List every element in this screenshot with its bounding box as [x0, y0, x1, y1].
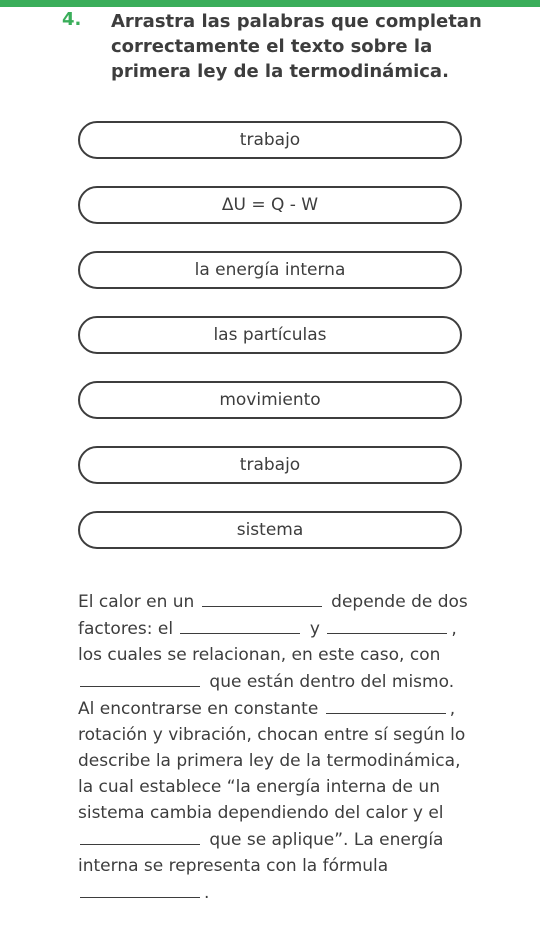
fill-in-paragraph — [78, 588, 470, 906]
drop-blank-6[interactable] — [80, 826, 200, 845]
drop-blank-7[interactable] — [80, 879, 200, 898]
text-segment: que se aplique”. La energía interna se representa con la fórmula — [78, 830, 444, 876]
question-number: 4. — [62, 9, 82, 30]
text-segment: que están dentro del mismo. Al encontrarse en constante — [78, 672, 455, 719]
text-segment: , rotación y vibración, chocan entre sí según lo describe la primera ley de la termodinámica, la cual establece “la energía interna de un sistema cambia dependiendo del calor y el — [78, 699, 466, 823]
text-segment: , los cuales se relacionan, en este caso, con — [78, 619, 457, 665]
text-segment: y — [309, 619, 320, 639]
top-accent-bar — [0, 0, 540, 7]
word-chip[interactable]: ΔU = Q - W — [78, 186, 462, 224]
word-chip[interactable]: las partículas — [78, 316, 462, 354]
text-segment: depende de dos factores: el — [78, 592, 468, 639]
text-segment: . — [204, 883, 210, 903]
word-chip[interactable]: trabajo — [78, 446, 462, 484]
drop-blank-5[interactable] — [326, 695, 446, 714]
word-chip[interactable]: movimiento — [78, 381, 462, 419]
word-chip[interactable]: la energía interna — [78, 251, 462, 289]
drop-blank-2[interactable] — [180, 615, 300, 634]
drop-blank-4[interactable] — [80, 668, 200, 687]
text-segment: El calor en un — [78, 592, 195, 612]
drop-blank-1[interactable] — [202, 588, 322, 607]
drop-blank-3[interactable] — [327, 615, 447, 634]
word-chip[interactable]: sistema — [78, 511, 462, 549]
word-chip[interactable]: trabajo — [78, 121, 462, 159]
question-text: Arrastra las palabras que completan correctamente el texto sobre la primera ley de la termodinámica. — [111, 11, 482, 82]
